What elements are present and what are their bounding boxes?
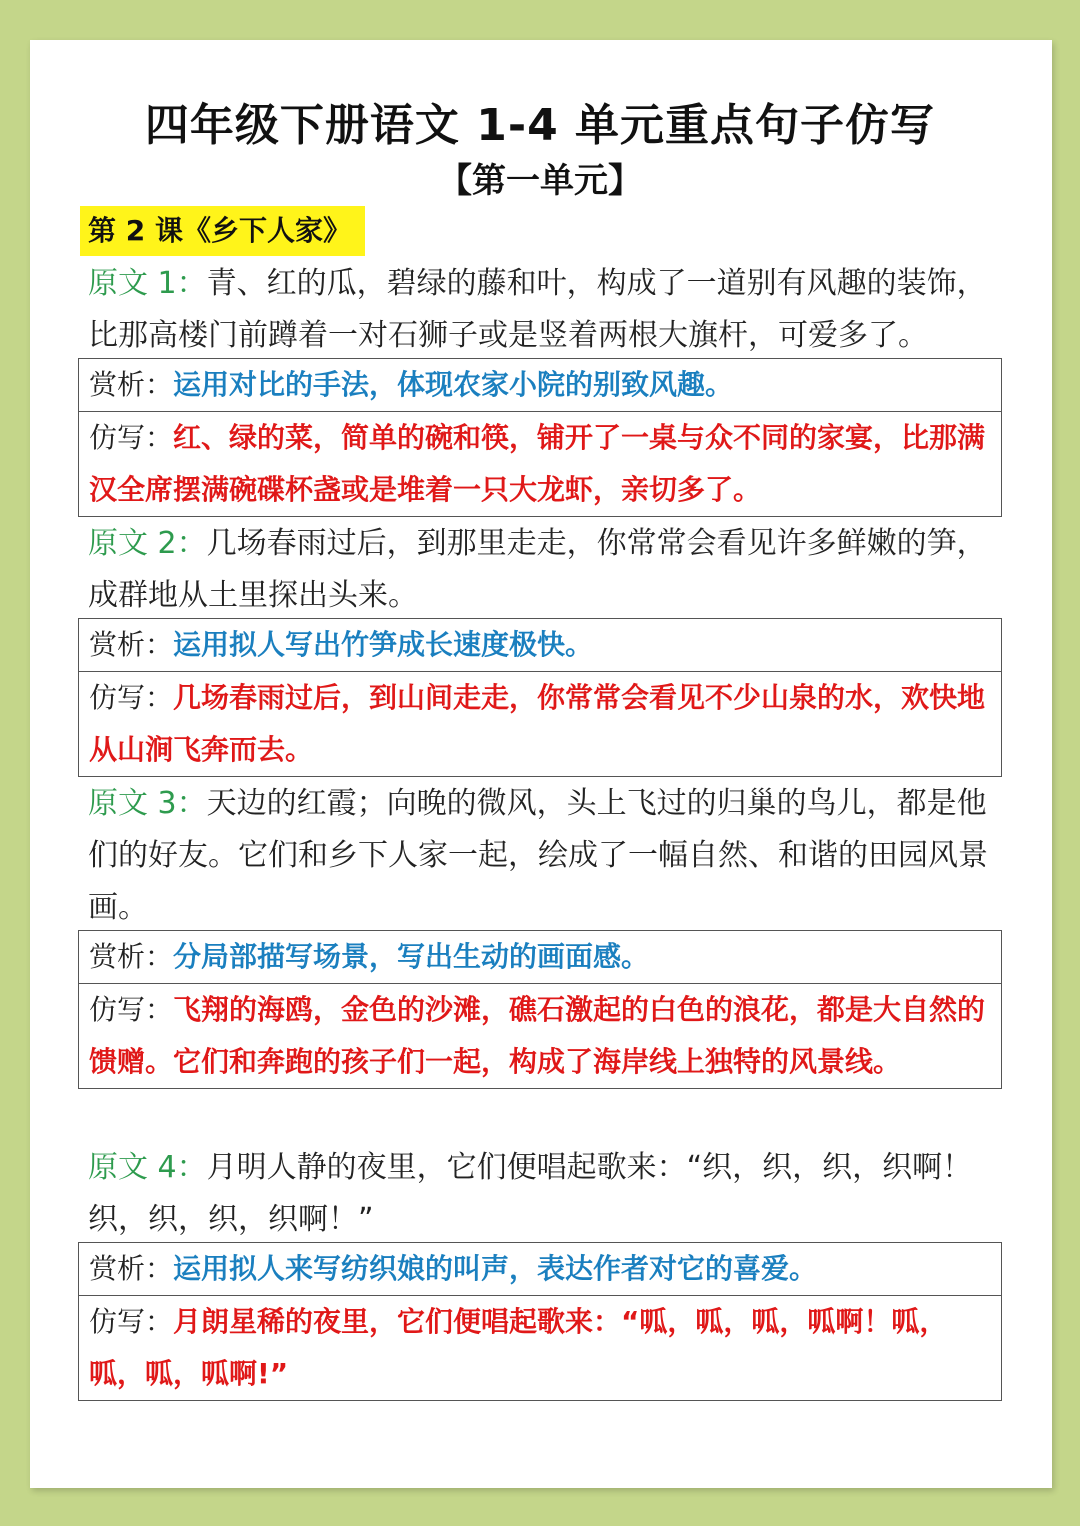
- analysis-row-2: [79, 619, 1001, 671]
- original-label-2: 原文 2：: [88, 526, 207, 561]
- analysis-row-4: [79, 1243, 1001, 1295]
- original-body-1: 青、红的瓜，碧绿的藤和叶，构成了一道别有风趣的装饰，比那高楼门前蹲着一对石狮子或是竖着两根大旗杆，可爱多了。: [88, 266, 987, 353]
- analysis-box-3: [78, 930, 1002, 1089]
- original-label-4: 原文 4：: [88, 1150, 207, 1185]
- imitation-text-1: 红、绿的菜，简单的碗和筷，铺开了一桌与众不同的家宴，比那满汉全席摆满碗碟杯盏或是堆着一只大龙虾，亲切多了。: [89, 421, 986, 506]
- analysis-text-3: 分局部描写场景，写出生动的画面感。: [173, 940, 650, 973]
- original-body-2: 几场春雨过后，到那里走走，你常常会看见许多鲜嫩的笋，成群地从土里探出头来。: [88, 526, 987, 613]
- analysis-row-3: [79, 931, 1001, 983]
- original-text-2: [88, 518, 1003, 622]
- imitation-text-2: 几场春雨过后，到山间走走，你常常会看见不少山泉的水，欢快地从山涧飞奔而去。: [89, 681, 986, 766]
- original-body-4: 月明人静的夜里，它们便唱起歌来：“织，织，织，织啊！织，织，织，织啊！”: [88, 1150, 973, 1237]
- original-label-3: 原文 3：: [88, 786, 207, 821]
- analysis-box-2: [78, 618, 1002, 777]
- imitation-row-1: [79, 411, 1001, 516]
- imitation-label: 仿写：: [89, 421, 174, 454]
- analysis-text-4: 运用拟人来写纺织娘的叫声，表达作者对它的喜爱。: [173, 1252, 818, 1285]
- analysis-text-2: 运用拟人写出竹笋成长速度极快。: [173, 628, 594, 661]
- original-text-4: [88, 1142, 1003, 1246]
- imitation-label: 仿写：: [89, 1305, 174, 1338]
- original-label-1: 原文 1：: [88, 266, 207, 301]
- analysis-row-1: [79, 359, 1001, 411]
- imitation-label: 仿写：: [89, 681, 174, 714]
- analysis-label: 赏析：: [89, 940, 174, 973]
- page-title: 四年级下册语文 1-4 单元重点句子仿写: [144, 100, 936, 151]
- original-text-1: [88, 258, 1003, 362]
- imitation-row-2: [79, 671, 1001, 776]
- imitation-row-4: [79, 1295, 1001, 1400]
- lesson-heading: 第 2 课《乡下人家》: [80, 206, 365, 256]
- imitation-row-3: [79, 983, 1001, 1088]
- analysis-label: 赏析：: [89, 368, 174, 401]
- imitation-label: 仿写：: [89, 993, 174, 1026]
- analysis-label: 赏析：: [89, 1252, 174, 1285]
- original-text-3: [88, 778, 1003, 934]
- analysis-box-4: [78, 1242, 1002, 1401]
- analysis-label: 赏析：: [89, 628, 174, 661]
- imitation-text-4: 月朗星稀的夜里，它们便唱起歌来：“呱，呱，呱，呱啊！呱，呱，呱，呱啊!”: [89, 1305, 948, 1390]
- analysis-box-1: [78, 358, 1002, 517]
- unit-heading: 【第一单元】: [438, 161, 642, 201]
- imitation-text-3: 飞翔的海鸥，金色的沙滩，礁石激起的白色的浪花，都是大自然的馈赠。它们和奔跑的孩子们一起，构成了海岸线上独特的风景线。: [89, 993, 986, 1078]
- analysis-text-1: 运用对比的手法，体现农家小院的别致风趣。: [173, 368, 734, 401]
- original-body-3: 天边的红霞；向晚的微风，头上飞过的归巢的鸟儿，都是他们的好友。它们和乡下人家一起，绘成了一幅自然、和谐的田园风景画。: [88, 786, 988, 925]
